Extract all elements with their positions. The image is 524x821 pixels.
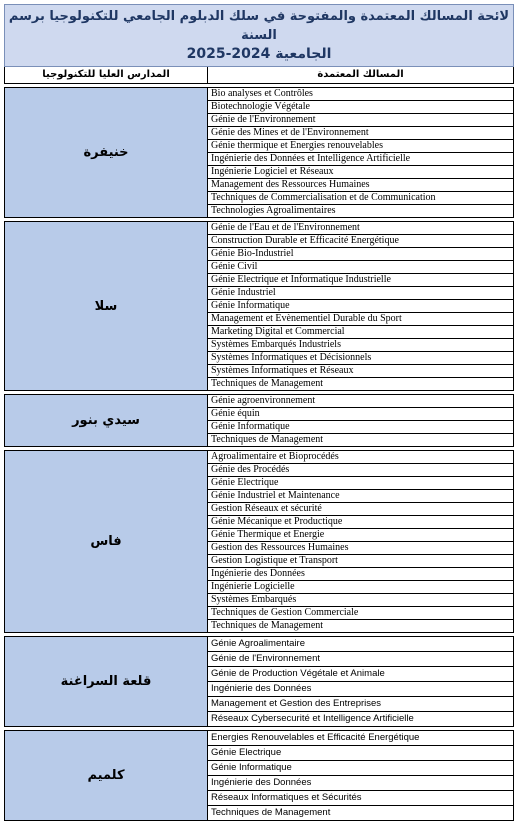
- program-item: Ingénierie des Données: [208, 776, 513, 791]
- program-item: Ingénierie des Données: [208, 568, 513, 581]
- school-group: [4, 636, 514, 727]
- school-group: [4, 394, 514, 447]
- school-group: [4, 450, 514, 633]
- program-item: Réseaux Cybersecurité et Intelligence Artificielle: [211, 713, 414, 724]
- program-item: Génie équin: [208, 408, 513, 421]
- program-item: Génie thermique et Energies renouvelables: [208, 140, 513, 153]
- document: [4, 4, 514, 821]
- program-item: Génie Mécanique et Productique: [208, 516, 513, 529]
- program-item: Génie Thermique et Energie: [208, 529, 513, 542]
- program-item: Systèmes Embarqués: [208, 594, 513, 607]
- program-item: Techniques de Management: [211, 807, 331, 818]
- program-item: Energies Renouvelables et Efficacité Energétique: [208, 731, 513, 746]
- program-item: Génie de l'Environnement: [208, 652, 513, 667]
- school-group: [4, 87, 514, 218]
- school-name: سلا: [5, 222, 208, 390]
- table-header: [4, 67, 514, 84]
- program-item: Construction Durable et Efficacité Energétique: [208, 235, 513, 248]
- program-item: Génie Industriel et Maintenance: [208, 490, 513, 503]
- program-item: Systèmes Informatiques et Réseaux: [208, 365, 513, 378]
- program-item: Ingénierie des Données: [208, 682, 513, 697]
- program-item: Bio analyses et Contrôles: [208, 88, 513, 101]
- program-item: Techniques de Gestion Commerciale: [208, 607, 513, 620]
- program-item: Génie Informatique: [208, 421, 513, 434]
- program-item: Marketing Digital et Commercial: [208, 326, 513, 339]
- program-item: Gestion Réseaux et sécurité: [208, 503, 513, 516]
- program-item: Génie Electrique: [208, 746, 513, 761]
- program-item: Systèmes Informatiques et Décisionnels: [208, 352, 513, 365]
- program-item: Génie Bio-Industriel: [208, 248, 513, 261]
- program-item: Génie des Mines et de l'Environnement: [208, 127, 513, 140]
- program-item: Management et Gestion des Entreprises: [208, 697, 513, 712]
- program-item: Réseaux Informatiques et Sécurités: [208, 791, 513, 806]
- program-list: [208, 88, 513, 217]
- program-item: Ingénierie des Données et Intelligence Artificielle: [208, 153, 513, 166]
- program-item: Agroalimentaire et Bioprocédés: [208, 451, 513, 464]
- schools-column-header: المدارس العليا للتكنولوجيا: [5, 67, 208, 83]
- program-item: Génie de Production Végétale et Animale: [208, 667, 513, 682]
- school-group: [4, 730, 514, 821]
- program-item: Technologies Agroalimentaires: [211, 205, 336, 216]
- schools-table: [4, 87, 514, 821]
- program-item: Génie Informatique: [208, 761, 513, 776]
- program-item: Management et Evènementiel Durable du Sport: [208, 313, 513, 326]
- title-line-1: لائحة المسالك المعتمدة والمفتوحة في سلك الدبلوم الجامعي للتكنولوجيا برسم السنة: [8, 9, 510, 43]
- program-item: Management des Ressources Humaines: [208, 179, 513, 192]
- program-item: Gestion des Ressources Humaines: [208, 542, 513, 555]
- school-name: خنيفرة: [5, 88, 208, 217]
- program-item: Génie Electrique: [208, 477, 513, 490]
- program-list: [208, 731, 513, 820]
- program-item: Génie des Procédés: [208, 464, 513, 477]
- program-list: [208, 222, 513, 390]
- program-item: Génie agroenvironnement: [208, 395, 513, 408]
- program-item: Génie Civil: [208, 261, 513, 274]
- school-name: سيدي بنور: [5, 395, 208, 446]
- program-item: Techniques de Management: [211, 378, 324, 389]
- program-item: Génie Industriel: [208, 287, 513, 300]
- programs-column-header: المسالك المعتمدة: [208, 67, 513, 83]
- program-item: Génie de l'Environnement: [208, 114, 513, 127]
- title-line-2: الجامعية 2024-2025: [186, 46, 332, 62]
- school-group: [4, 221, 514, 391]
- program-item: Génie Agroalimentaire: [208, 637, 513, 652]
- program-item: Systèmes Embarqués Industriels: [208, 339, 513, 352]
- program-list: [208, 395, 513, 446]
- school-name: كلميم: [5, 731, 208, 820]
- program-item: Techniques de Management: [211, 620, 324, 631]
- program-item: Biotechnologie Végétale: [208, 101, 513, 114]
- program-item: Génie Informatique: [208, 300, 513, 313]
- program-item: Ingénierie Logicielle: [208, 581, 513, 594]
- program-item: Techniques de Management: [211, 434, 324, 445]
- program-item: Ingénierie Logiciel et Réseaux: [208, 166, 513, 179]
- program-list: [208, 637, 513, 726]
- school-name: قلعة السراغنة: [5, 637, 208, 726]
- program-item: Génie de l'Eau et de l'Environnement: [208, 222, 513, 235]
- document-title: [4, 4, 514, 67]
- program-item: Techniques de Commercialisation et de Communication: [208, 192, 513, 205]
- school-name: فاس: [5, 451, 208, 632]
- program-list: [208, 451, 513, 632]
- program-item: Génie Electrique et Informatique Industrielle: [208, 274, 513, 287]
- program-item: Gestion Logistique et Transport: [208, 555, 513, 568]
